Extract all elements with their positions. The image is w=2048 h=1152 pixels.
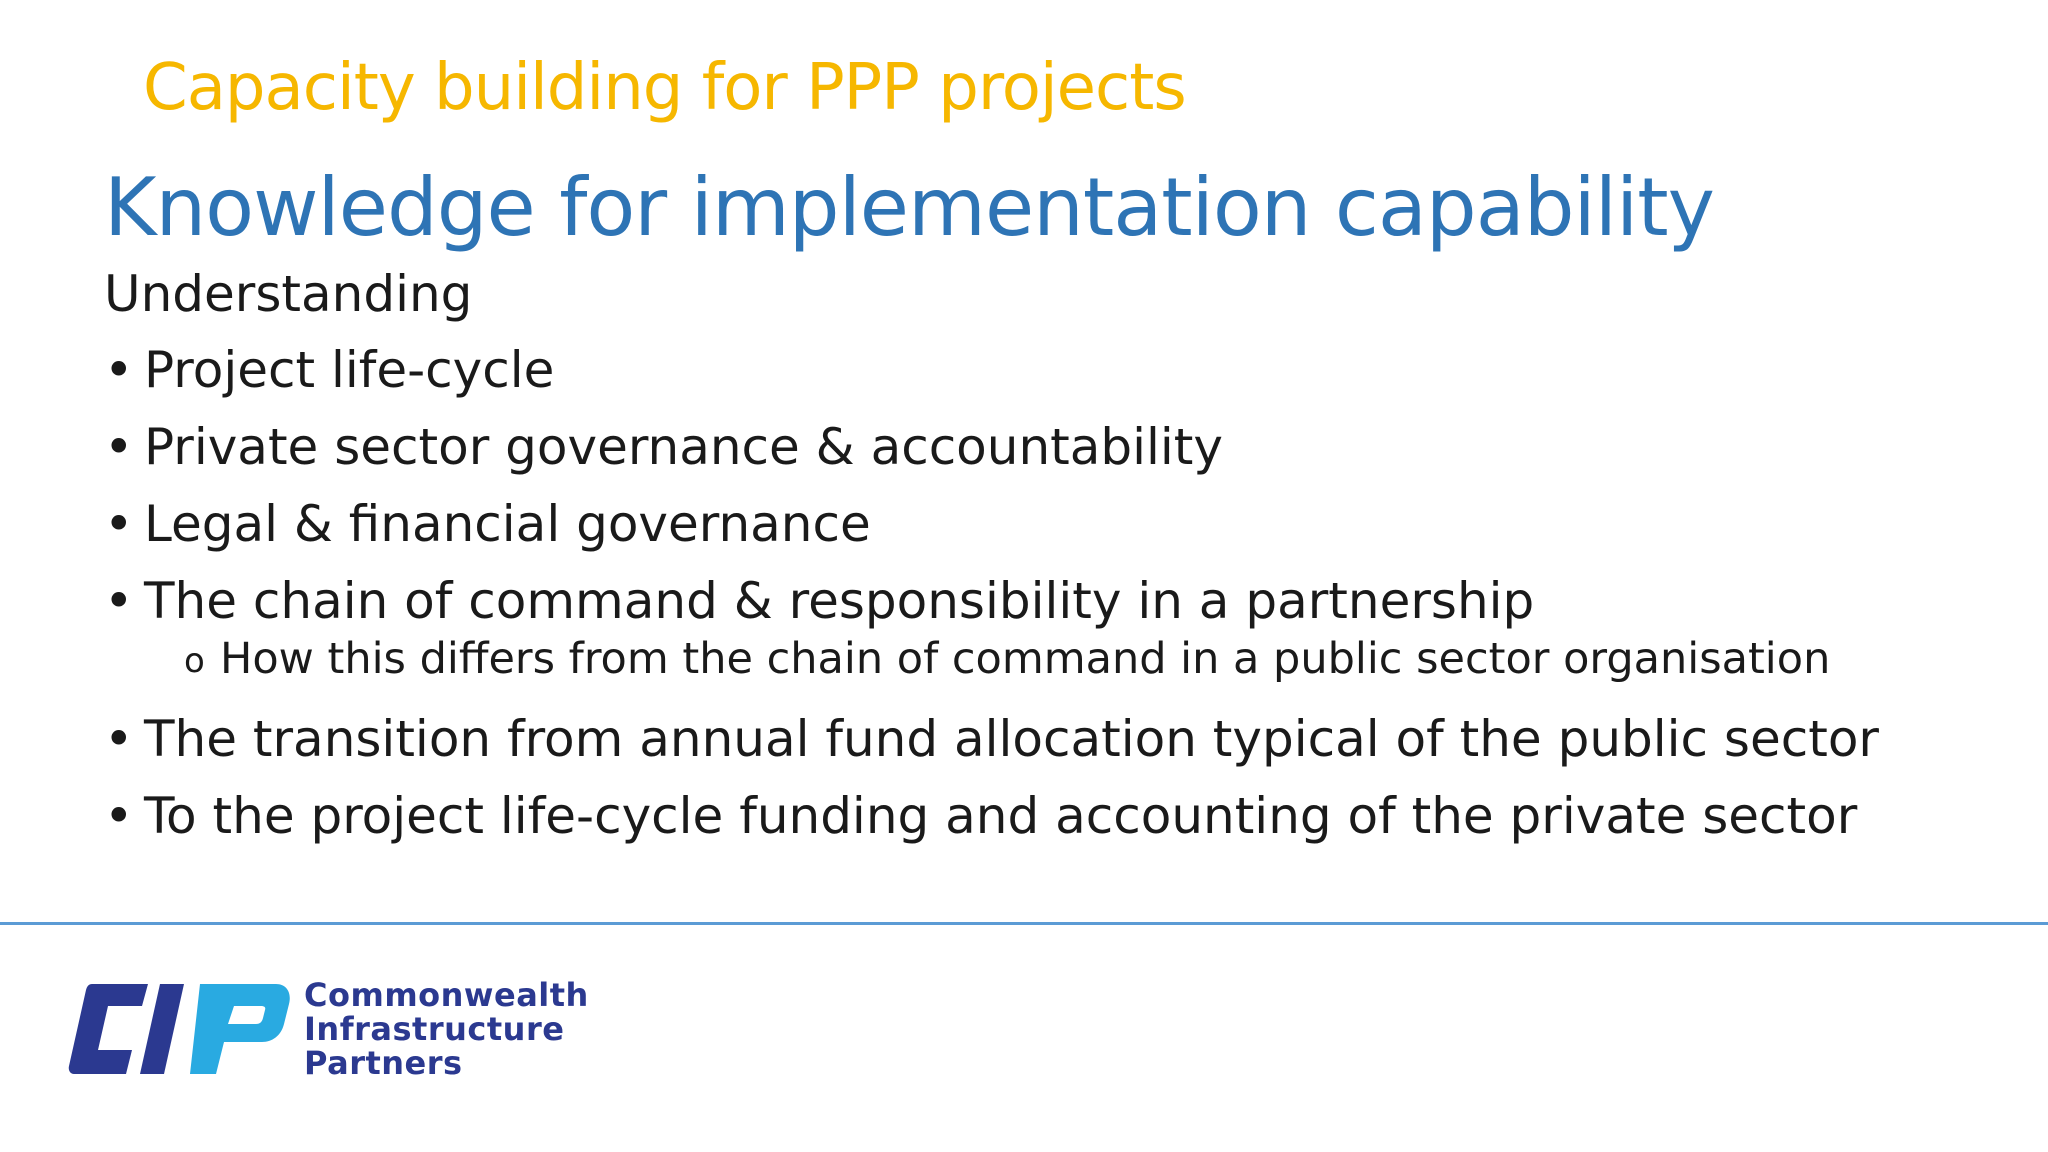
slide-title: Capacity building for PPP projects [143, 51, 1186, 125]
bullet-dot-icon: • [104, 710, 134, 768]
bullet-text: The chain of command & responsibility in a partnership [144, 572, 1535, 630]
logo-line: Commonwealth [304, 976, 589, 1014]
slide-subtitle: Knowledge for implementation capability [104, 161, 1714, 254]
bullet-text: Project life-cycle [144, 341, 555, 399]
cip-logo-icon [68, 980, 292, 1080]
bullet-list [104, 340, 1879, 863]
bullet-dot-icon: • [104, 495, 134, 553]
bullet-dot-icon: • [104, 787, 134, 845]
bullet-text: Legal & financial governance [144, 495, 871, 553]
sub-bullet-item [104, 631, 1879, 709]
logo-line: Partners [304, 1044, 463, 1082]
bullet-item [104, 709, 1879, 786]
sub-bullet-text: How this differs from the chain of command in a public sector organisation [220, 634, 1831, 684]
bullet-item [104, 340, 1879, 417]
lead-text: Understanding [104, 265, 473, 323]
sub-bullet-circle-icon: o [184, 641, 205, 681]
bullet-item [104, 571, 1879, 631]
logo-wordmark [304, 978, 589, 1080]
footer-divider [0, 922, 2048, 925]
bullet-dot-icon: • [104, 572, 134, 630]
bullet-text: Private sector governance & accountability [144, 418, 1224, 476]
bullet-text: To the project life-cycle funding and accounting of the private sector [144, 787, 1858, 845]
bullet-item [104, 417, 1879, 494]
logo-line: Infrastructure [304, 1010, 565, 1048]
bullet-dot-icon: • [104, 418, 134, 476]
bullet-item [104, 786, 1879, 863]
bullet-item [104, 494, 1879, 571]
company-logo [68, 976, 628, 1082]
bullet-dot-icon: • [104, 341, 134, 399]
bullet-text: The transition from annual fund allocation typical of the public sector [144, 710, 1879, 768]
